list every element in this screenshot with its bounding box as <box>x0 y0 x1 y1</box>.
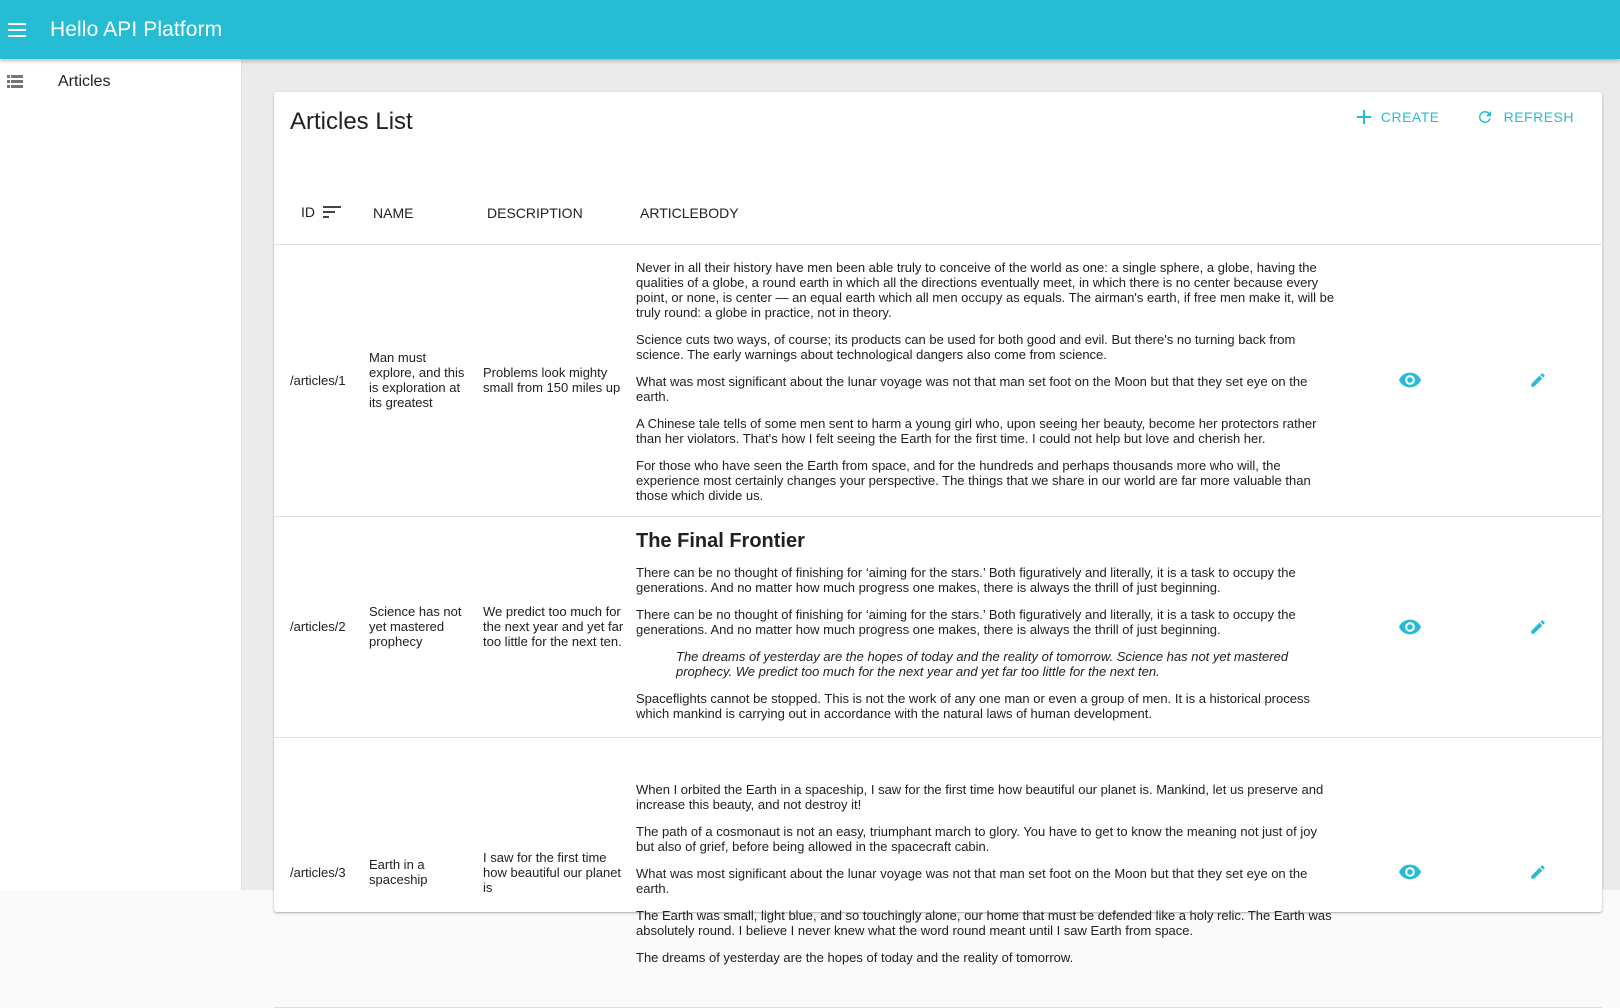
article-id: /articles/1 <box>274 244 369 516</box>
edit-icon[interactable] <box>1518 852 1558 892</box>
article-body: The Final Frontier There can be no thought of finishing for ‘aiming for the stars.’ Both figuratively and literally, it is a task to occupy the generations. And no matter how much progress one makes, there is always the thrill of just beginning. There can be no thought of finishing for ‘aiming for the stars.’ Both figuratively and literally, it is a task to occupy the generations. And no matter how much progress one makes, there is always the thrill of just beginning. The dreams of yesterday are the hopes of today and the reality of tomorrow. Science has not yet mastered prophecy. We predict too much for the next year and yet far too little for the next ten. Spaceflights cannot be stopped. This is not the work of any one man or even a group of men. It is a historical process which mankind is carrying out in accordance with the natural laws of human development. <box>636 516 1346 737</box>
article-description: Problems look mighty small from 150 miles up <box>483 244 636 516</box>
table-row[interactable] <box>274 737 1602 1007</box>
article-name: Science has not yet mastered prophecy <box>369 516 483 737</box>
menu-icon[interactable] <box>0 12 36 48</box>
main-content <box>242 59 1620 965</box>
article-body: Never in all their history have men been able truly to conceive of the world as one: a single sphere, a globe, having the qualities of a globe, a round earth in which all the directions eventually meet, in which there is no center because every point, or none, is center — an equal earth which all men occupy as equals. The airman's earth, if free men make it, will be truly round: a globe in practice, not in theory. Science cuts two ways, of course; its products can be used for both good and evil. But there's no turning back from science. The early warnings about technological dangers also come from science. What was most significant about the lunar voyage was not that man set foot on the Moon but that they set eye on the earth. A Chinese tale tells of some men sent to harm a young girl who, upon seeing her beauty, become her protectors rather than her violators. That's how I felt seeing the Earth for the first time. I could not help but love and cherish her. For those who have seen the Earth from space, and for the hundreds and perhaps thousands more who will, the experience most certainly changes your perspective. The things that we share in our world are far more valuable than those which divide us. <box>636 244 1346 516</box>
article-id: /articles/3 <box>274 737 369 1007</box>
edit-icon[interactable] <box>1518 607 1558 647</box>
sidebar-item-articles[interactable] <box>0 58 241 106</box>
refresh-label: REFRESH <box>1503 109 1574 125</box>
list-icon <box>6 73 24 91</box>
column-header-edit <box>1474 182 1602 244</box>
refresh-icon <box>1476 108 1494 126</box>
sidebar-item-label: Articles <box>58 73 111 90</box>
page-title: Articles List <box>290 108 413 135</box>
article-heading: The Final Frontier <box>636 530 805 552</box>
column-header-name[interactable]: NAME <box>369 182 483 244</box>
sort-icon[interactable] <box>323 205 341 221</box>
table-header-row <box>274 182 1602 244</box>
show-icon[interactable] <box>1390 360 1430 400</box>
edit-icon[interactable] <box>1518 360 1558 400</box>
create-button[interactable] <box>1349 104 1448 130</box>
article-description: We predict too much for the next year and yet far too little for the next ten. <box>483 516 636 737</box>
refresh-button[interactable] <box>1468 104 1582 130</box>
article-body: When I orbited the Earth in a spaceship, I saw for the first time how beautiful our planet is. Mankind, let us preserve and increase this beauty, and not destroy it! The path of a cosmonaut is not an easy, triumphant march to glory. You have to get to know the meaning not just of joy but also of grief, before being allowed in the spacecraft cabin. What was most significant about the lunar voyage was not that man set foot on the Moon but that they set eye on the earth. The Earth was small, light blue, and so touchingly alone, our home that must be defended like a holy relic. The Earth was absolutely round. I believe I never knew what the word round meant until I saw Earth from space. The dreams of yesterday are the hopes of today and the reality of tomorrow. <box>636 737 1346 1007</box>
app-bar <box>0 0 1620 59</box>
articles-table <box>274 182 1602 1008</box>
article-name: Man must explore, and this is exploration at its greatest <box>369 244 483 516</box>
column-header-show <box>1346 182 1474 244</box>
article-id: /articles/2 <box>274 516 369 737</box>
column-header-id[interactable]: ID <box>274 182 369 244</box>
article-quote: The dreams of yesterday are the hopes of today and the reality of tomorrow. Science has not yet mastered prophecy. We predict too much for the next year and yet far too little for the next ten. <box>676 649 1289 679</box>
table-row[interactable] <box>274 244 1602 516</box>
table-row[interactable] <box>274 516 1602 737</box>
add-icon <box>1357 110 1371 124</box>
article-name: Earth in a spaceship <box>369 737 483 1007</box>
show-icon[interactable] <box>1390 607 1430 647</box>
show-icon[interactable] <box>1390 852 1430 892</box>
create-label: CREATE <box>1380 109 1440 125</box>
column-header-description[interactable]: DESCRIPTION <box>483 182 636 244</box>
article-description: I saw for the first time how beautiful our planet is <box>483 737 636 1007</box>
articles-list-card <box>274 92 1602 965</box>
app-title: Hello API Platform <box>50 17 223 41</box>
column-header-articlebody[interactable]: ARTICLEBODY <box>636 182 1346 244</box>
card-header <box>274 92 1602 182</box>
sidebar <box>0 59 242 890</box>
list-actions <box>1349 104 1582 130</box>
